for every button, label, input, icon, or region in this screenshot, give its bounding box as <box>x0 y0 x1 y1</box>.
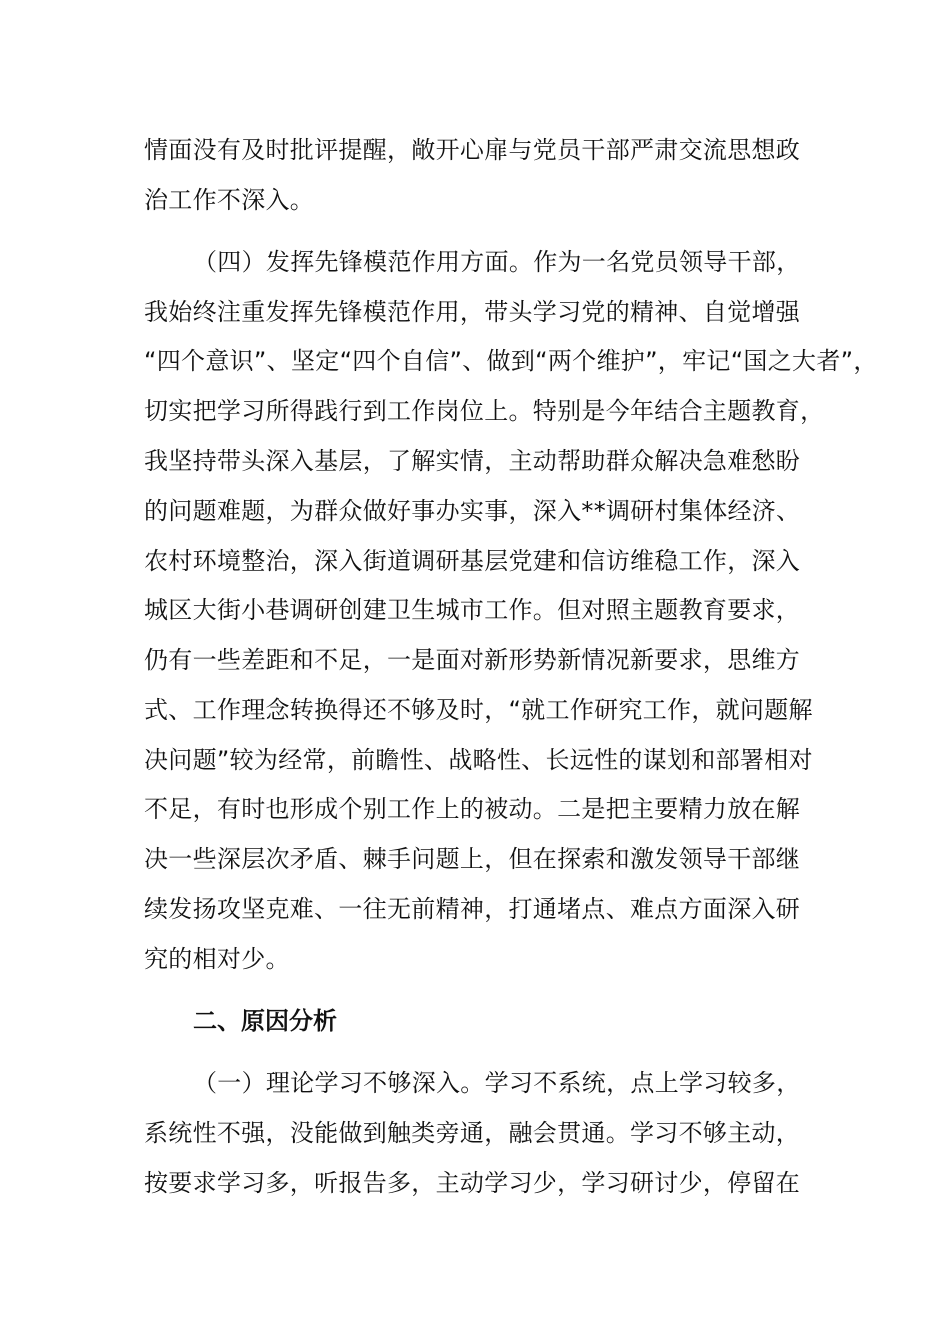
paragraph-line: 按要求学习多，听报告多，主动学习少，学习研讨少，停留在 <box>144 1169 801 1197</box>
paragraph-line: 情面没有及时批评提醒，敞开心扉与党员干部严肃交流思想政 <box>144 136 801 164</box>
paragraph-line: 续发扬攻坚克难、一往无前精神，打通堵点、难点方面深入研 <box>144 895 801 923</box>
paragraph-line: 的问题难题，为群众做好事办实事，深入**调研村集体经济、 <box>144 497 801 525</box>
paragraph-line: 仍有一些差距和不足，一是面对新形势新情况新要求，思维方 <box>144 646 801 674</box>
paragraph-line: 我坚持带头深入基层，了解实情，主动帮助群众解决急难愁盼 <box>144 447 801 475</box>
paragraph-line: 决问题”较为经常，前瞻性、战略性、长远性的谋划和部署相对 <box>144 746 813 774</box>
paragraph-line: 农村环境整治，深入街道调研基层党建和信访维稳工作，深入 <box>144 547 801 575</box>
section-heading: 二、原因分析 <box>193 1007 337 1035</box>
paragraph-line: 式、工作理念转换得还不够及时，“就工作研究工作，就问题解 <box>144 696 813 724</box>
paragraph-line: （一）理论学习不够深入。学习不系统，点上学习较多， <box>193 1069 801 1097</box>
paragraph-line: 不足，有时也形成个别工作上的被动。二是把主要精力放在解 <box>144 795 801 823</box>
paragraph-line: 究的相对少。 <box>144 945 290 973</box>
paragraph-line: 切实把学习所得践行到工作岗位上。特别是今年结合主题教育， <box>144 397 825 425</box>
paragraph-line: （四）发挥先锋模范作用方面。作为一名党员领导干部， <box>193 248 801 276</box>
paragraph-line: “四个意识”、坚定“四个自信”、做到“两个维护”，牢记“国之大者”， <box>144 347 878 375</box>
paragraph-line: 决一些深层次矛盾、棘手问题上，但在探索和激发领导干部继 <box>144 845 801 873</box>
paragraph-line: 系统性不强，没能做到触类旁通，融会贯通。学习不够主动， <box>144 1119 801 1147</box>
paragraph-line: 城区大街小巷调研创建卫生城市工作。但对照主题教育要求， <box>144 596 801 624</box>
paragraph-line: 我始终注重发挥先锋模范作用，带头学习党的精神、自觉增强 <box>144 298 801 326</box>
paragraph-line: 治工作不深入。 <box>144 186 315 214</box>
